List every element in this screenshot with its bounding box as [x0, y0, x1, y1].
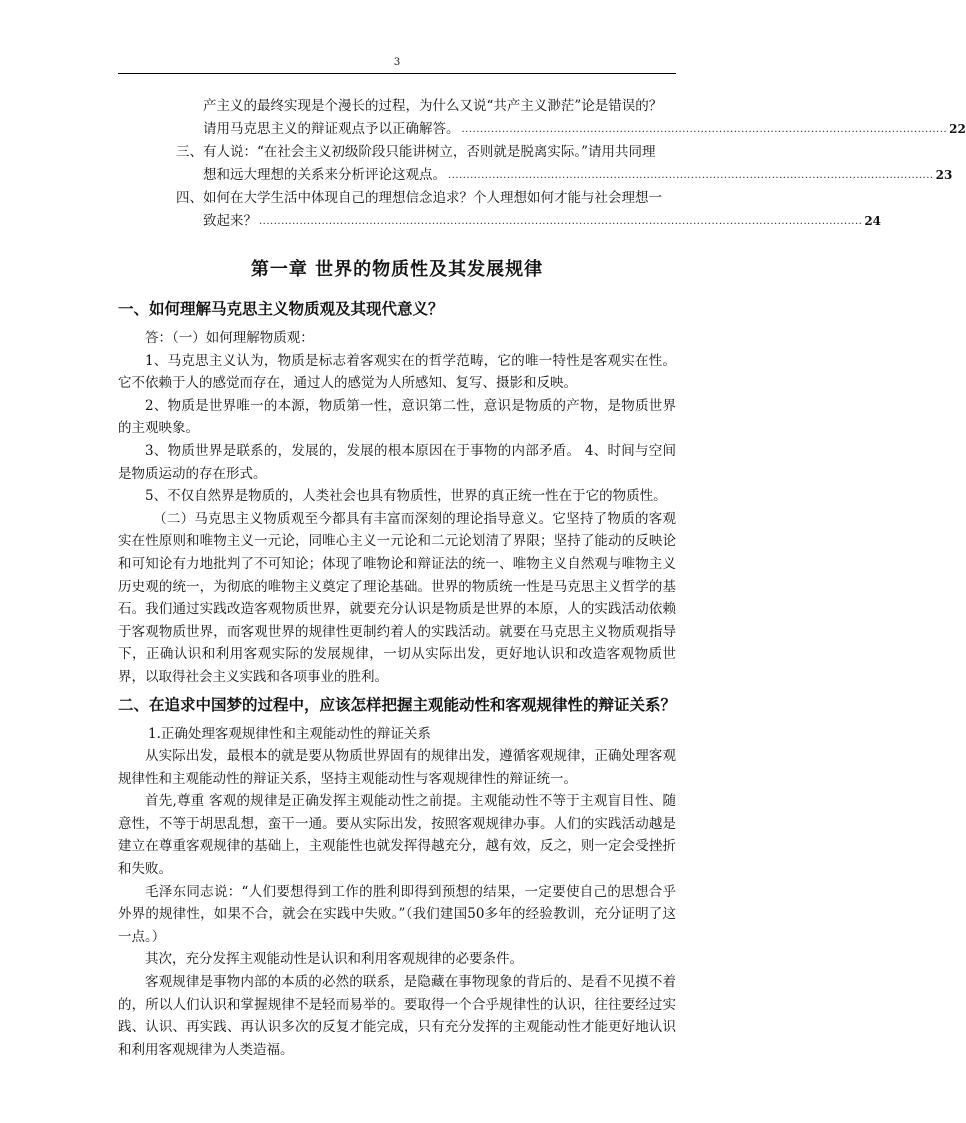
- sub-heading: 1.正确处理客观规律性和主观能动性的辩证关系: [148, 725, 431, 742]
- page-header: [118, 57, 676, 73]
- paragraph: 首先,尊重 客观的规律是正确发挥主观能动性之前提。主观能动性不等于主观盲目性、随意性，不等于胡思乱想，蛮干一通。要从实际出发，按照客观规律办事。人们的实践活动越是建立在尊重客观规律的基础上，主观能性也就发挥得越充分，越有效，反之，则一定会受挫折和失败。: [118, 793, 676, 878]
- toc-leader-dots: ....................................................................................................................................: [448, 170, 934, 181]
- toc-entry-line: 致起来？: [203, 213, 257, 229]
- paragraph: 从实际出发，最根本的就是要从物质世界固有的规律出发，遵循客观规律，正确处理客观规律性和主观能动性的辩证关系，坚持主观能动性与客观规律性的辩证统一。: [118, 748, 676, 787]
- paragraph: 5、不仅自然界是物质的，人类社会也具有物质性，世界的真正统一性在于它的物质性。: [145, 488, 667, 505]
- section-heading: 一、如何理解马克思主义物质观及其现代意义？: [118, 299, 444, 318]
- paragraph: 3、物质世界是联系的，发展的，发展的根本原因在于事物的内部矛盾。 4、时间与空间是物质运动的存在形式。: [118, 442, 676, 482]
- toc-entry-line: 产主义的最终实现是个漫长的过程，为什么又说“共产主义渺茫”论是错误的？: [203, 98, 663, 114]
- document-body: [118, 255, 676, 1061]
- toc-page-number: 23: [935, 168, 953, 182]
- paragraph: 2、物质是世界唯一的本源，物质第一性，意识第二性，意识是物质的产物，是物质世界的主观映象。: [118, 397, 676, 437]
- toc-entry: [118, 141, 953, 187]
- toc-leader-dots: ....................................................................................................................................: [461, 124, 948, 135]
- paragraph: 1、马克思主义认为，物质是标志着客观实在的哲学范畴，它的唯一特性是客观实在性。它不依赖于人的感觉而存在，通过人的感觉为人所感知、复写、摄影和反映。: [118, 352, 676, 392]
- chapter-title: 第一章 世界的物质性及其发展规律: [250, 259, 544, 280]
- paragraph: 答：（一）如何理解物质观：: [145, 330, 314, 346]
- page-number: 3: [393, 57, 401, 68]
- toc-leader-dots: ....................................................................................................................................................................: [259, 216, 863, 227]
- toc-page-number: 24: [864, 214, 882, 228]
- toc-page-number: 22: [949, 122, 966, 136]
- toc-entry-line: 请用马克思主义的辩证观点予以正确解答。: [203, 121, 460, 137]
- toc-entry-line: 四、如何在大学生活中体现自己的理想信念追求？个人理想如何才能与社会理想一: [176, 190, 662, 206]
- paragraph: （二）马克思主义物质观至今都具有丰富而深刻的理论指导意义。它坚持了物质的客观实在性原则和唯物主义一元论，同唯心主义一元论和二元论划清了界限；坚持了能动的反映论和可知论有力地批判了不可知论；体现了唯物论和辩证法的统一、唯物主义自然观与唯物主义历史观的统一，为彻底的唯物主义奠定了理论基础。世界的物质统一性是马克思主义哲学的基石。我们通过实践改造客观物质世界，就要充分认识是物质是世界的本原，人的实践活动依赖于客观物质世界，而客观世界的规律性更制约着人的实践活动。就要在马克思主义物质观指导下，正确认识和利用客观实际的发展规律，一切从实际出发，更好地认识和改造客观物质世界，以取得社会主义实践和各项事业的胜利。: [118, 510, 676, 685]
- toc-entry-line: 三、有人说：“在社会主义初级阶段只能讲树立，否则就是脱离实际。”请用共同理: [176, 144, 656, 160]
- paragraph: 客观规律是事物内部的本质的必然的联系，是隐藏在事物现象的背后的、是看不见摸不着的，所以人们认识和掌握规律不是轻而易举的。要取得一个合乎规律性的认识，往往要经过实践、认识、再实践、再认识多次的反复才能完成，只有充分发挥的主观能动性才能更好地认识和利用客观规律为人类造福。: [118, 974, 676, 1058]
- table-of-contents: [118, 95, 966, 233]
- toc-entry: [118, 95, 966, 141]
- toc-entry-line: 想和远大理想的关系来分析评论这观点。: [203, 167, 446, 183]
- paragraph: 毛泽东同志说：“人们要想得到工作的胜利即得到预想的结果，一定要使自己的思想合乎外界的规律性，如果不合，就会在实践中失败。”（我们建国50多年的经验教训，充分证明了这一点。）: [118, 883, 676, 945]
- header-rule: [118, 73, 676, 74]
- section-heading: 二、在追求中国梦的过程中，应该怎样把握主观能动性和客观规律性的辩证关系？: [118, 694, 677, 714]
- toc-entry: [118, 187, 882, 233]
- paragraph: 其次，充分发挥主观能动性是认识和利用客观规律的必要条件。: [145, 951, 523, 968]
